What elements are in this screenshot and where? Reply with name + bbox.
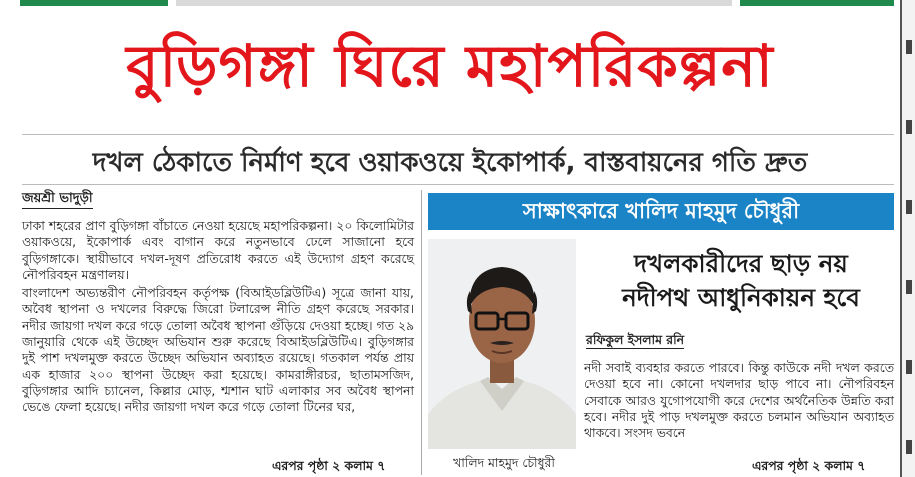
top-color-bar-left bbox=[20, 0, 168, 6]
main-story-paragraph: বাংলাদেশ অভ্যন্তরীণ নৌপরিবহন কর্তৃপক্ষ (বিআইডব্লিউটিএ) সূত্রে জানা যায়, অবৈধ স্থাপনা ও দখলের বিরুদ্ধে জিরো টলারেন্স নীতি গ্রহণ করেছে সরকার। নদীর জায়গা দখল করে গড়ে তোলা অবৈধ স্থাপনা গুঁড়িয়ে দেওয়া হচ্ছে। গত ২৯ জানুয়ারি থেকে এই উচ্ছেদ অভিযান শুরু করেছে বিআইডব্লিউটিএ। বুড়িগঙ্গার দুই পাশ দখলমুক্ত করতে উচ্ছেদ অভিযান অব্যাহত রয়েছে। গতকাল পর্যন্ত প্রায় এক হাজার ২০০ স্থাপনা উচ্ছেদ করা হয়েছে। কামরাঙ্গীরচর, ছাতামসজিদ, বুড়িগঙ্গার আদি চ্যানেল, কিল্লার মোড়, শ্মশান ঘাট এলাকার সব অবৈধ স্থাপনা ভেঙে ফেলা হয়েছে। নদীর জায়গা দখল করে গড়ে তোলা টিনের ঘর, bbox=[22, 285, 414, 415]
edge-mark bbox=[906, 200, 912, 214]
column-divider bbox=[421, 190, 422, 475]
interview-title bbox=[588, 247, 894, 315]
interview-banner: সাক্ষাৎকারে খালিদ মাহমুদ চৌধুরী bbox=[428, 193, 894, 230]
interview-continued-link[interactable]: এরপর পৃষ্ঠা ২ কলাম ৭ bbox=[752, 458, 866, 473]
main-story-body bbox=[22, 218, 414, 416]
photo-caption: খালিদ মাহমুদ চৌধুরী bbox=[453, 455, 555, 470]
headline-divider bbox=[22, 134, 894, 135]
main-headline: বুড়িগঙ্গা ঘিরে মহাপরিকল্পনা bbox=[126, 32, 774, 100]
top-color-bar-center bbox=[176, 0, 732, 6]
top-color-bar-right bbox=[740, 0, 894, 6]
subheadline: দখল ঠেকাতে নির্মাণ হবে ওয়াকওয়ে ইকোপার্ক, বাস্তবায়নের গতি দ্রুত bbox=[92, 148, 808, 178]
main-story-paragraph: ঢাকা শহরের প্রাণ বুড়িগঙ্গা বাঁচাতে নেওয়া হয়েছে মহাপরিকল্পনা। ২০ কিলোমিটার ওয়াকওয়ে, ইকোপার্ক এবং বাগান করে নতুনভাবে ঢেলে সাজানো হবে বুড়িগঙ্গাকে। স্থায়ীভাবে দখল-দূষণ প্রতিরোধ করতে এই উদ্যোগ গ্রহণ করেছে নৌপরিবহন মন্ত্রণালয়। bbox=[22, 218, 414, 282]
interviewee-photo bbox=[428, 239, 576, 449]
interview-title-line: দখলকারীদের ছাড় নয় bbox=[634, 249, 848, 278]
edge-mark bbox=[906, 120, 912, 134]
page-edge-strip bbox=[900, 0, 915, 477]
edge-mark bbox=[906, 280, 912, 294]
interview-byline: রফিকুল ইসলাম রনি bbox=[586, 332, 685, 347]
edge-mark bbox=[906, 360, 912, 374]
edge-mark bbox=[906, 440, 912, 454]
edge-mark bbox=[906, 40, 912, 54]
interview-title-line: নদীপথ আধুনিকায়ন হবে bbox=[622, 283, 860, 312]
interview-body: নদী সবাই ব্যবহার করতে পারবে। কিন্তু কাউকে নদী দখল করতে দেওয়া হবে না। কোনো দখলদার ছাড় পাবে না। নৌপরিবহন সেবাকে আরও যুগোপযোগী করে দেশের অর্থনৈতিক উন্নতি করা হবে। নদীর দুই পাড় দখলমুক্ত করতে চলমান অভিযান অব্যাহত থাকবে। সংসদ ভবনে bbox=[584, 360, 894, 441]
subhead-divider bbox=[22, 184, 894, 185]
main-story-byline: জয়শ্রী ভাদুড়ী bbox=[22, 190, 93, 209]
main-story-continued-link[interactable]: এরপর পৃষ্ঠা ২ কলাম ৭ bbox=[272, 458, 386, 473]
